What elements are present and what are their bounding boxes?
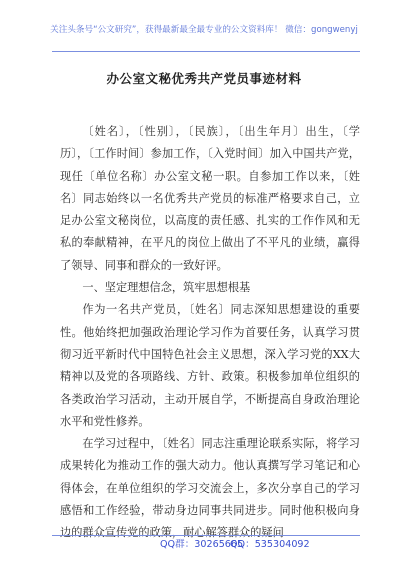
- top-banner: [0, 8, 408, 48]
- footer-rule: [52, 535, 360, 536]
- document-title: 办公室文秘优秀共产党员事迹材料: [106, 71, 302, 86]
- qq-contact-text: QQ：535304092: [230, 539, 310, 550]
- banner-text: 关注头条号“公文研究”，获得最新最全最专业的公文资料库！ 微信：gongwenyj: [50, 25, 358, 35]
- paragraph-intro: 〔姓名〕，〔性别〕，〔民族〕，〔出生年月〕出生，〔学历〕，〔工作时间〕参加工作，〔入党时间〕加入中国共产党，现任〔单位名称〕办公室文秘一职。自参加工作以来，〔姓名〕同志始终以一名优秀共产党员的标准严格要求自己，立足办公室文秘岗位，以高度的责任感、扎实的工作作风和无私的奉献精神，在平凡的岗位上做出了不平凡的业绩，赢得了领导、同事和群众的一致好评。: [60, 125, 360, 272]
- section-heading-1: 一、坚定理想信念，筑牢思想根基: [82, 281, 251, 295]
- qq-group-text: QQ群：30265665: [160, 539, 244, 550]
- header-rule: [52, 51, 360, 52]
- footer: [0, 535, 408, 559]
- paragraph-2: 作为一名共产党员，〔姓名〕同志深知思想建设的重要性。他始终把加强政治理论学习作为首要任务，认真学习贯彻习近平新时代中国特色社会主义思想，深入学习党的XX大精神以及党的各项路线、方针、政策。积极参加单位组织的各类政治学习活动，主动开展自学，不断提高自身政治理论水平和党性修养。: [60, 303, 360, 428]
- paragraph-3: 在学习过程中，〔姓名〕同志注重理论联系实际，将学习成果转化为推动工作的强大动力。他认真撰写学习笔记和心得体会，在单位组织的学习交流会上，多次分享自己的学习感悟和工作经验，带动身边同事共同进步。同时他积极向身边的群众宣传党的政策，耐心解答群众的疑问: [60, 437, 360, 540]
- document-body: [60, 121, 360, 545]
